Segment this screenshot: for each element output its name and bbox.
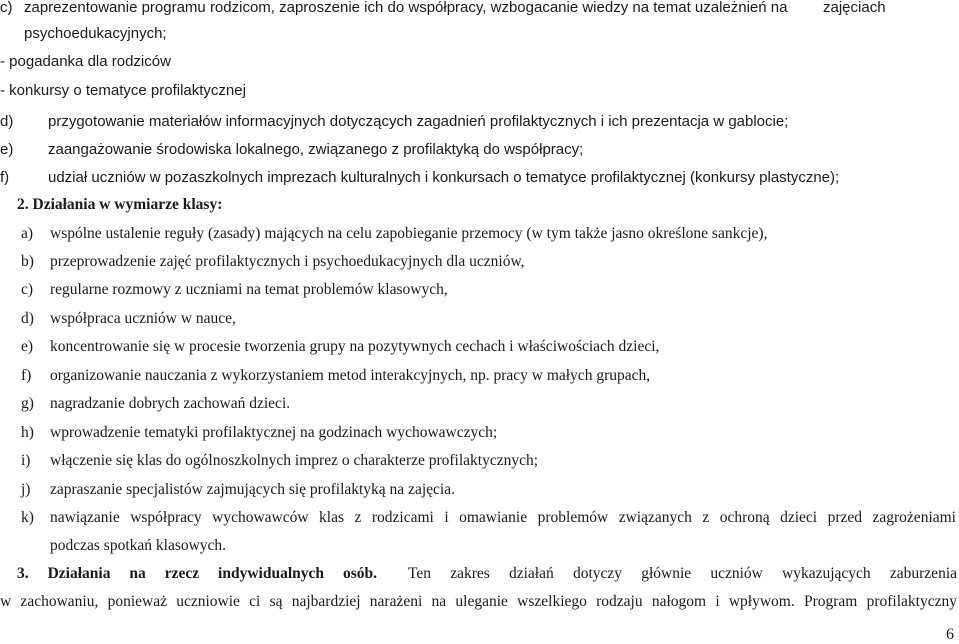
list-label: e) [21, 338, 34, 355]
list-item-text: włączenie się klas do ogólnoszkolnych imprez o charakterze profilaktycznych; [50, 452, 539, 469]
list-item-text-extra: zajęciach [823, 0, 886, 16]
paragraph-text: w zachowaniu, ponieważ uczniowie ci są najbardziej narażeni na uleganie wszelkiego rodzaju nałogom i wpływom. Program profilaktyczny [0, 593, 957, 610]
list-item-text: zaangażowanie środowiska lokalnego, związanego z profilaktyką do współpracy; [48, 141, 584, 158]
list-label: f) [0, 169, 10, 186]
list-label: d) [0, 113, 14, 130]
list-item-text: nawiązanie współpracy wychowawców klas z rodzicami i omawianie problemów związanych z ochroną dzieci przed zagrożeniami [50, 509, 956, 526]
list-label: h) [21, 424, 34, 441]
list-label: i) [21, 452, 31, 469]
list-label: g) [21, 395, 34, 412]
list-item-text: przeprowadzenie zajęć profilaktycznych i psychoedukacyjnych dla uczniów, [50, 253, 525, 270]
list-item-text: przygotowanie materiałów informacyjnych dotyczących zagadnień profilaktycznych i ich prezentacja w gablocie; [48, 113, 789, 130]
list-item-text: zapraszanie specjalistów zajmujących się profilaktyką na zajęcia. [50, 481, 455, 498]
paragraph-text: Ten zakres działań dotyczy głównie uczniów wykazujących zaburzenia [408, 565, 957, 582]
list-item-continuation: psychoedukacyjnych; [24, 25, 167, 42]
list-label: j) [21, 481, 31, 498]
list-item-text: wprowadzenie tematyki profilaktycznej na godzinach wychowawczych; [50, 424, 498, 441]
list-item-text: koncentrowanie się w procesie tworzenia grupy na pozytywnych cechach i właściwościach dzieci, [50, 338, 660, 355]
list-item-text: organizowanie nauczania z wykorzystaniem metod interakcyjnych, np. pracy w małych grupach, [50, 367, 651, 384]
list-label: c) [0, 0, 13, 16]
list-label: c) [21, 281, 34, 298]
section-heading: 3. Działania na rzecz indywidualnych osób. [17, 565, 377, 582]
list-label: b) [21, 253, 34, 270]
section-heading: 2. Działania w wymiarze klasy: [17, 196, 223, 213]
list-item-text: udział uczniów w pozaszkolnych imprezach kulturalnych i konkursach o tematyce profilaktycznej (konkursy plastyczne); [48, 169, 840, 186]
bullet-item: - konkursy o tematyce profilaktycznej [0, 82, 246, 99]
list-item-text: nagradzanie dobrych zachowań dzieci. [50, 395, 291, 412]
list-label: a) [21, 225, 34, 242]
list-label: e) [0, 141, 14, 158]
list-item-text: zaprezentowanie programu rodzicom, zaproszenie ich do współpracy, wzbogacanie wiedzy na temat uzależnień na [24, 0, 788, 16]
list-item-text: regularne rozmowy z uczniami na temat problemów klasowych, [50, 281, 448, 298]
list-label: d) [21, 310, 34, 327]
page-number: 6 [946, 626, 954, 643]
list-label: k) [21, 509, 34, 526]
list-item-text: wspólne ustalenie reguły (zasady) mających na celu zapobieganie przemocy (w tym także jasno określone sankcje), [50, 225, 768, 242]
list-item-continuation: podczas spotkań klasowych. [50, 537, 227, 554]
list-item-text: współpraca uczniów w nauce, [50, 310, 236, 327]
bullet-item: - pogadanka dla rodziców [0, 53, 171, 70]
list-label: f) [21, 367, 32, 384]
